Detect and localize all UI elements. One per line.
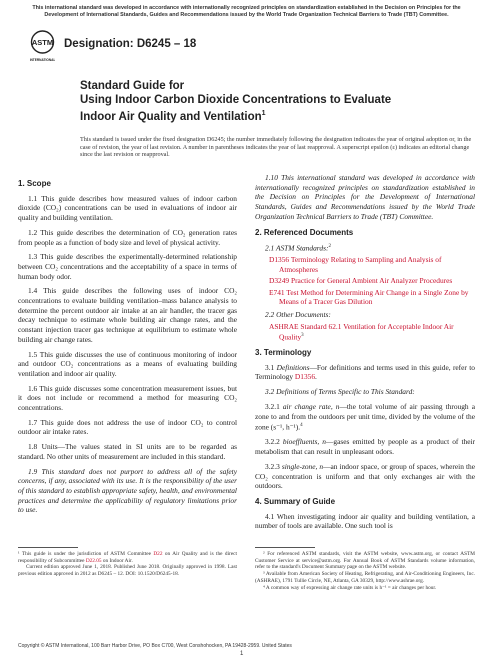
section-summary-heading: 4. Summary of Guide xyxy=(255,496,336,506)
logo-text: ASTM xyxy=(31,38,54,47)
ref-d1356[interactable]: D1356 Terminology Relating to Sampling and Analysis of Atmospheres xyxy=(269,255,442,274)
para-1-7: 1.7 This guide does not address the use of indoor CO₂ to control outdoor air intake rates. xyxy=(18,417,237,437)
para-3-2-2: 3.2.2 bioeffluents, n—gases emitted by people as a product of their metabolism that can result in unpleasant odors. xyxy=(255,437,475,457)
logo-subtext: INTERNATIONAL xyxy=(30,58,55,62)
terminology-d1356-link[interactable]: D1356 xyxy=(294,372,316,382)
footnotes-right xyxy=(255,551,475,591)
page-number: 1 xyxy=(240,651,244,657)
para-1-8: 1.8 Units—The values stated in SI units are to be regarded as standard. No other units of measurement are included in this standard. xyxy=(18,442,237,461)
section-terminology-heading: 3. Terminology xyxy=(255,348,312,358)
astm-standards-label: 2.1 ASTM Standards:$^2$ xyxy=(265,243,331,253)
para-1-10: 1.10 This international standard was developed in accordance with internationally recognized principles on standardization established in the Decision on Principles for the Development of International Standards, Guides and Recommendations issued by the World Trade Organization Technical Barriers to Trade (TBT) Committee. xyxy=(255,173,475,221)
title-line-2: Indoor Air Quality and Ventilation$^1$ xyxy=(80,110,266,123)
para-1-3: 1.3 This guide describes the experimentally-determined relationship between CO₂ concentrations and the acceptability of a space in terms of human body odor. xyxy=(18,252,237,281)
issuance-note: This standard is issued under the fixed designation D6245; the number immediately following the designation indicates the year of original adoption or, in the case of revision, the year of last revision. A number in parentheses indicates the year of last reapproval. A superscript epsilon (ε) indicates an editorial change since the last revision or reapproval. xyxy=(80,136,472,159)
title-line-1: Using Indoor Carbon Dioxide Concentrations to Evaluate xyxy=(80,93,392,106)
para-1-1: 1.1 This guide describes how measured values of indoor carbon dioxide (CO₂) concentrations can be used in evaluations of indoor air quality and building ventilation. xyxy=(18,193,237,223)
section-referenced-heading: 2. Referenced Documents xyxy=(255,227,354,237)
footnote-divider-right xyxy=(255,547,315,548)
astm-logo xyxy=(30,29,55,67)
para-1-4: 1.4 This guide describes the following uses of indoor CO₂ concentrations to evaluate building ventilation–mass balance analysis to determine the percent outdoor air intake at an air handler, the tracer gas decay technique to estimate whole building air change rates, and the constant injection tracer gas technique at equilibrium to estimate whole building air change rates. xyxy=(18,286,237,344)
right-column xyxy=(255,173,475,536)
footnote-2: ² For referenced ASTM standards, visit the ASTM website, www.astm.org, or contact ASTM Customer Service at service@astm.org. For Annual Book of ASTM Standards volume information, refer to the standard's Document Summary page on the ASTM website. xyxy=(255,551,475,571)
committee-d22-link[interactable]: D22 xyxy=(153,551,163,557)
title-footnote-ref[interactable]: 1 xyxy=(261,110,266,117)
ref-e741[interactable]: E741 Test Method for Determining Air Change in a Single Zone by Means of a Tracer Gas Dilution xyxy=(269,287,469,307)
footnotes-left xyxy=(18,551,237,578)
copyright-footer: Copyright © ASTM International, 100 Barr Harbor Drive, PO Box C700, West Conshohocken, PA 19428-2959. United States xyxy=(18,643,292,649)
ref-d3249[interactable]: D3249 Practice for General Ambient Air Analyzer Procedures xyxy=(269,276,453,286)
para-1-9: 1.9 This standard does not purport to address all of the safety concerns, if any, associated with its use. It is the responsibility of the user of this standard to establish appropriate safety, health, and environmental practices and determine the applicability of regulatory limitations prior to use. xyxy=(18,466,237,515)
designation: Designation: D6245 – 18 xyxy=(64,38,197,50)
subcommittee-d22-05-link[interactable]: D22.05 xyxy=(85,557,102,564)
para-1-6: 1.6 This guide discusses some concentration measurement issues, but it does not include or recommend a method for measuring CO₂ concentrations. xyxy=(18,383,237,413)
para-1-2: 1.2 This guide describes the determination of CO₂ generation rates from people as a function of body size and level of physical activity. xyxy=(18,227,237,247)
astm-logo-icon xyxy=(30,29,55,67)
para-3-1: 3.1 Definitions—For definitions and terms used in this guide, refer to Terminology D1356. xyxy=(255,362,475,382)
para-4-1: 4.1 When investigating indoor air quality and building ventilation, a number of tools are available. One such tool is xyxy=(255,511,475,531)
footnote-1-edition: Current edition approved June 1, 2018. Published June 2018. Originally approved in 1998. Last previous edition approved in 2012 as D6245 – 12. DOI: 10.1520/D6245-18. xyxy=(18,564,237,578)
title-kind: Standard Guide for xyxy=(80,80,185,92)
title-block xyxy=(80,80,470,124)
para-3-2-3: 3.2.3 single-zone, n—an indoor space, or group of spaces, wherein the CO₂ concentration is uniform and that only exchanges air with the outdoors. xyxy=(255,461,475,491)
footnote-4: ⁴ A common way of expressing air change rate units is h⁻¹ = air changes per hour. xyxy=(263,584,437,591)
other-documents-label: 2.2 Other Documents: xyxy=(265,309,331,319)
left-column xyxy=(18,173,237,520)
ref-ashrae-62-1[interactable]: ASHRAE Standard 62.1 Ventilation for Acceptable Indoor Air Quality$^3$ xyxy=(269,321,454,342)
international-standard-notice: This international standard was developed in accordance with internationally recognized principles on standardization established in the Decision on Principles for the Development of International Standards, Guides and Recommendations issued by the World Trade Organization Technical Barriers to Trade (TBT) Committee. xyxy=(32,5,461,18)
para-3-2-1: 3.2.1 air change rate, n—the total volume of air passing through a zone to and from the outdoors per unit time, divided by the volume of the zone (s⁻¹, h⁻¹).$^4$ xyxy=(255,401,475,432)
footnote-divider-left xyxy=(18,547,78,548)
para-3-2: 3.2 Definitions of Terms Specific to This Standard: xyxy=(265,387,415,397)
para-1-5: 1.5 This guide discusses the use of continuous monitoring of indoor and outdoor CO₂ concentrations as a means of evaluating building ventilation and indoor air quality. xyxy=(18,349,237,378)
section-scope-heading: 1. Scope xyxy=(18,179,51,188)
footnote-1: ¹ This guide is under the jurisdiction of ASTM Committee D22 on Air Quality and is the direct responsibility of Subcommittee D22.05 on Indoor Air. xyxy=(18,551,237,564)
footnote-3: ³ Available from American Society of Heating, Refrigerating, and Air-Conditioning Engineers, Inc. (ASHRAE), 1791 Tullie Circle, NE, Atlanta, GA 30329, http://www.ashrae.org. xyxy=(255,571,475,584)
